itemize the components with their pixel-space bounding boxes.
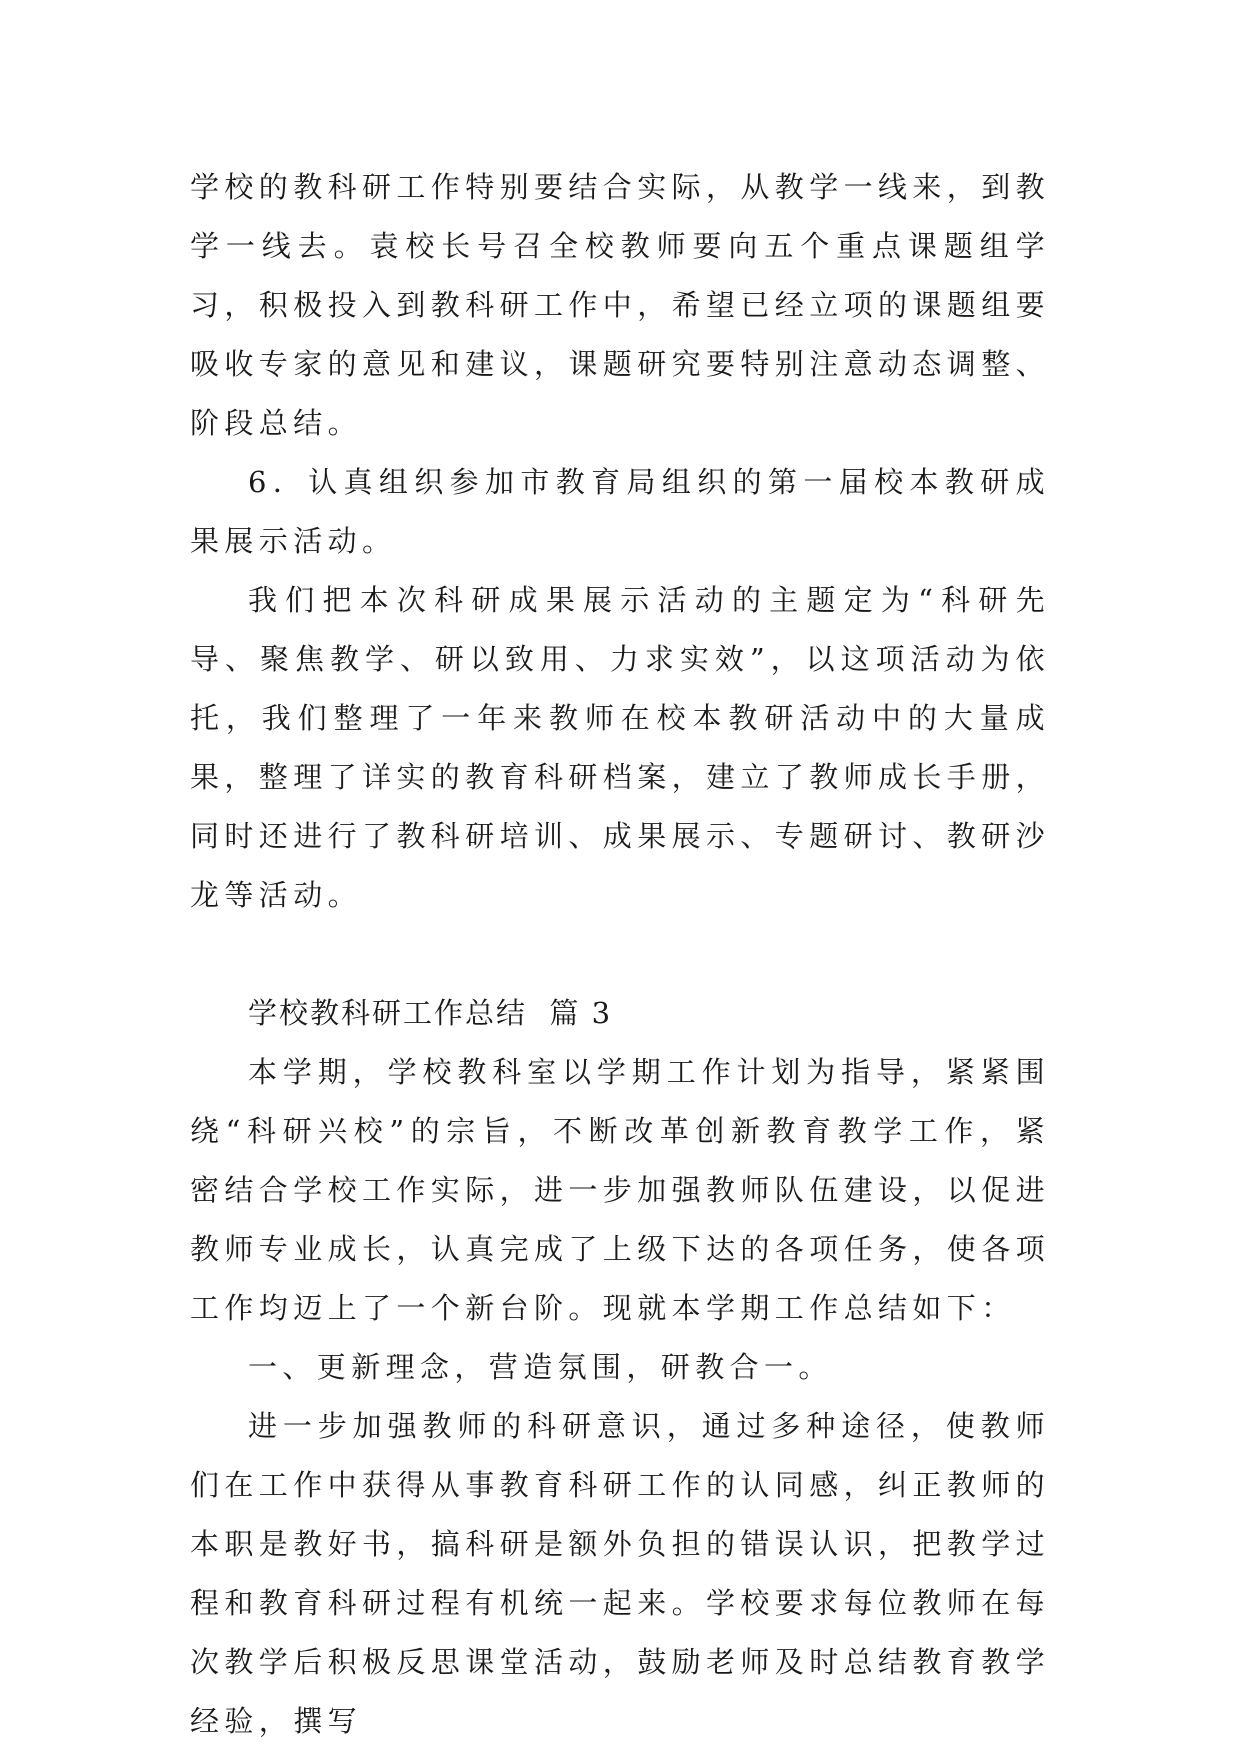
section-spacer [190, 925, 1050, 984]
paragraph-continuation: 学校的教科研工作特别要结合实际，从教学一线来，到教学一线去。袁校长号召全校教师要向五个重点课题组学习，积极投入到教科研工作中，希望已经立项的课题组要吸收专家的意见和建议，课题研究要特别注意动态调整、阶段总结。 [190, 170, 1051, 440]
paragraph-showcase: 我们把本次科研成果展示活动的主题定为“科研先导、聚焦教学、研以致用、力求实效”，以这项活动为依托，我们整理了一年来教师在校本教研活动中的大量成果，整理了详实的教育科研档案，建立了教师成长手册，同时还进行了教科研培训、成果展示、专题研讨、教研沙龙等活动。 [190, 583, 1051, 912]
paragraph-subheading: 一、更新理念，营造氛围，研教合一。 [248, 1350, 833, 1384]
paragraph-body: 进一步加强教师的科研意识，通过多种途径，使教师们在工作中获得从事教育科研工作的认同感，纠正教师的本职是教好书，搞科研是额外负担的错误认识，把教学过程和教育科研过程有机统一起来。学校要求每位教师在每次教学后积极反思课堂活动，鼓励老师及时总结教育教学经验，撰写 [190, 1409, 1051, 1738]
paragraph-item-6: 6．认真组织参加市教育局组织的第一届校本教研成果展示活动。 [190, 465, 1050, 558]
document-body [190, 158, 1050, 1751]
section-heading: 学校教科研工作总结 篇 3 [248, 996, 613, 1030]
paragraph-intro: 本学期，学校教科室以学期工作计划为指导，紧紧围绕“科研兴校”的宗旨，不断改革创新教育教学工作，紧密结合学校工作实际，进一步加强教师队伍建设，以促进教师专业成长，认真完成了上级下达的各项任务，使各项工作均迈上了一个新台阶。现就本学期工作总结如下： [190, 1055, 1051, 1325]
